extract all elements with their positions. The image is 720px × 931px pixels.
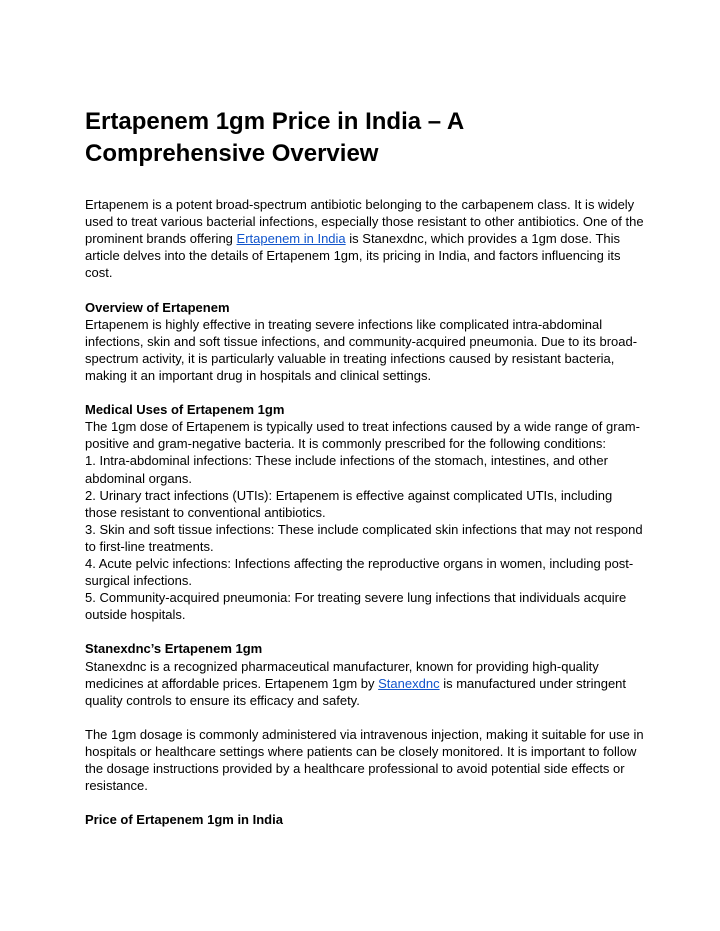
stanexdnc-link[interactable]: Stanexdnc [378, 675, 440, 691]
medical-uses-heading: Medical Uses of Ertapenem 1gm [85, 402, 285, 418]
page-title: Ertapenem 1gm Price in India – A Comprehensive Overview [85, 108, 464, 167]
overview-body: Ertapenem is highly effective in treating severe infections like complicated intra-abdominal infections, skin and soft tissue infections, and community-acquired pneumonia. Due to its broad-spectrum activity, it is particularly valuable in treating infections caused by resistant bacteria, making it an important drug in hospitals and clinical settings. [85, 316, 638, 383]
stanexdnc-section [85, 640, 645, 708]
list-item: 5. Community-acquired pneumonia: For treating severe lung infections that individuals acquire outside hospitals. [85, 590, 627, 623]
intro-paragraph [85, 196, 645, 281]
ertapenem-in-india-link[interactable]: Ertapenem in India [236, 231, 346, 247]
overview-heading: Overview of Ertapenem [85, 299, 230, 315]
price-section [85, 811, 645, 828]
stanexdnc-text-before: Stanexdnc is a recognized pharmaceutical manufacturer, known for providing high-quality medicines at affordable prices. Ertapenem 1gm by [85, 658, 599, 691]
medical-uses-section [85, 401, 645, 623]
spacer [85, 794, 645, 811]
overview-section [85, 299, 645, 384]
medical-uses-body: The 1gm dose of Ertapenem is typically used to treat infections caused by a wide range of gram-positive and gram-negative bacteria. It is commonly prescribed for the following conditions: [85, 419, 640, 452]
intro-text-before: Ertapenem is a potent broad-spectrum antibiotic belonging to the carbapenem class. It is widely used to treat various bacterial infections, especially those resistant to other antibiotics. One of the prominent brands offering [85, 197, 644, 247]
spacer [85, 281, 645, 298]
dosage-paragraph: The 1gm dosage is commonly administered via intravenous injection, making it suitable for use in hospitals or healthcare settings where patients can be closely monitored. It is important to follow the dosage instructions provided by a healthcare professional to avoid potential side effects or resistance. [85, 726, 644, 794]
list-item: 2. Urinary tract infections (UTIs): Ertapenem is effective against complicated UTIs, including those resistant to conventional antibiotics. [85, 487, 613, 520]
list-item: 3. Skin and soft tissue infections: These include complicated skin infections that may not respond to first-line treatments. [85, 521, 643, 554]
spacer [85, 623, 645, 640]
spacer [85, 709, 645, 726]
intro-text-after: is Stanexdnc, which provides a 1gm dose. This article delves into the details of Ertapenem 1gm, its pricing in India, and factors influencing its cost. [85, 231, 621, 281]
spacer [85, 384, 645, 401]
list-item: 4. Acute pelvic infections: Infections affecting the reproductive organs in women, including post-surgical infections. [85, 555, 634, 589]
stanexdnc-text-after: is manufactured under stringent quality controls to ensure its efficacy and safety. [85, 675, 627, 708]
document-page [85, 106, 645, 828]
stanexdnc-heading: Stanexdnc’s Ertapenem 1gm [85, 641, 263, 657]
price-heading: Price of Ertapenem 1gm in India [85, 812, 283, 828]
list-item: 1. Intra-abdominal infections: These include infections of the stomach, intestines, and other abdominal organs. [85, 453, 608, 486]
